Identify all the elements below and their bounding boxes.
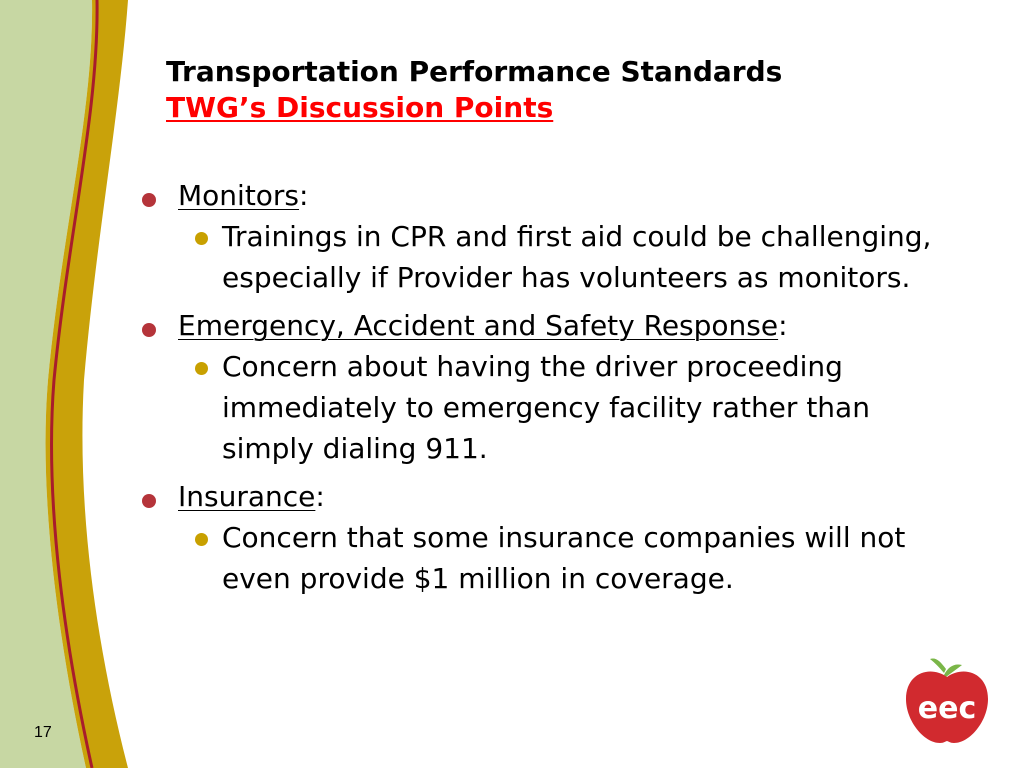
level2-item [222, 517, 942, 599]
bullet-icon [195, 362, 208, 375]
section-emergency [140, 306, 940, 469]
section-suffix: : [778, 309, 788, 342]
decorative-side-band [0, 0, 140, 768]
section-monitors [140, 176, 940, 298]
bullet-icon [142, 494, 156, 508]
bullet-content [140, 176, 940, 607]
section-suffix: : [299, 179, 309, 212]
section-insurance [140, 477, 940, 599]
bullet-icon [142, 193, 156, 207]
level2-item [222, 216, 942, 298]
page-number: 17 [34, 724, 52, 741]
section-label: Insurance [178, 480, 316, 513]
apple-logo-icon [900, 655, 994, 745]
bullet-icon [195, 533, 208, 546]
level1-item [140, 176, 940, 216]
level1-item [140, 477, 940, 517]
section-label: Emergency, Accident and Safety Response [178, 309, 779, 342]
point-text: Trainings in CPR and first aid could be challenging, especially if Provider has volunteers as monitors. [222, 220, 932, 294]
slide-subtitle: TWG’s Discussion Points [166, 91, 554, 124]
section-label: Monitors [178, 179, 300, 212]
logo-text: eec [917, 691, 977, 726]
slide-title: Transportation Performance Standards [166, 55, 783, 88]
point-text: Concern about having the driver proceeding immediately to emergency facility rather than simply dialing 911. [222, 350, 870, 465]
section-suffix: : [315, 480, 325, 513]
level2-item [222, 346, 942, 469]
slide-title-block [166, 54, 782, 126]
point-text: Concern that some insurance companies will not even provide $1 million in coverage. [222, 521, 906, 595]
level1-item [140, 306, 940, 346]
bullet-icon [142, 323, 156, 337]
bullet-icon [195, 232, 208, 245]
